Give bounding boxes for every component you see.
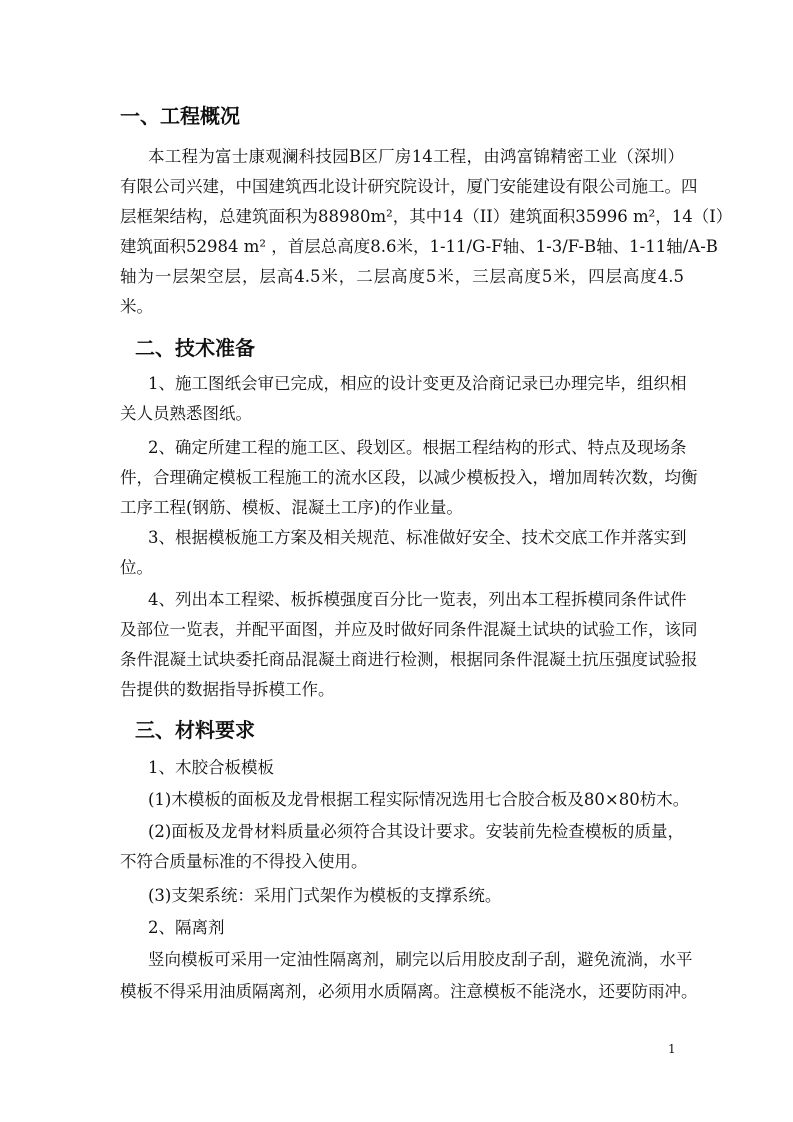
paragraph-line: 告提供的数据指导拆模工作。	[120, 680, 335, 699]
paragraph-line: 米。	[120, 297, 153, 316]
paragraph-line: (3)支架系统：采用门式架作为模板的支撑系统。	[148, 886, 502, 905]
paragraph-line: 有限公司兴建，中国建筑西北设计研究院设计，厦门安能建设有限公司施工。四	[120, 177, 698, 196]
paragraph-line: (2)面板及龙骨材料质量必须符合其设计要求。安装前先检查模板的质量，	[148, 822, 684, 841]
section-heading: 一、工程概况	[120, 104, 240, 128]
paragraph-line: 1、施工图纸会审已完成，相应的设计变更及洽商记录已办理完毕，组织相	[148, 374, 687, 393]
paragraph-line: 关人员熟悉图纸。	[120, 404, 252, 423]
paragraph-line: 建筑面积52984 m² ，首层总高度8.6米，1-11/G-F轴、1-3/F-B轴、1-11轴/A-B	[120, 237, 718, 256]
paragraph-line: (1)木模板的面板及龙骨根据工程实际情况选用七合胶合板及80×80枋木。	[148, 790, 690, 809]
paragraph-line: 工序工程(钢筋、模板、混凝土工序)的作业量。	[120, 498, 463, 517]
paragraph-line: 位。	[120, 558, 153, 577]
paragraph-line: 条件混凝土试块委托商品混凝土商进行检测，根据同条件混凝土抗压强度试验报	[120, 650, 698, 669]
section-heading: 二、技术准备	[135, 336, 255, 360]
paragraph-line: 模板不得采用油质隔离剂，必须用水质隔离。注意模板不能浇水，还要防雨冲。	[120, 982, 698, 1001]
paragraph-line: 4、列出本工程梁、板拆模强度百分比一览表，列出本工程拆模同条件试件	[148, 590, 687, 609]
paragraph-line: 3、根据模板施工方案及相关规范、标准做好安全、技术交底工作并落实到	[148, 528, 687, 547]
paragraph-line: 竖向模板可采用一定油性隔离剂，刷完以后用胶皮刮子刮，避免流淌，水平	[148, 950, 693, 969]
paragraph-line: 本工程为富士康观澜科技园B区厂房14工程，由鸿富锦精密工业（深圳）	[148, 147, 684, 166]
paragraph-line: 层框架结构，总建筑面积为88980m²，其中14（II）建筑面积35996 m²，14（I）	[120, 207, 733, 226]
paragraph-line: 及部位一览表，并配平面图，并应及时做好同条件混凝土试块的试验工作，该同	[120, 620, 698, 639]
page-number: 1	[668, 1042, 676, 1056]
paragraph-line: 不符合质量标准的不得投入使用。	[120, 852, 368, 871]
section-heading: 三、材料要求	[135, 718, 255, 742]
paragraph-line: 1、木胶合板模板	[148, 758, 274, 777]
paragraph-line: 轴为一层架空层，层高4.5米，二层高度5米，三层高度5米，四层高度4.5	[120, 267, 684, 286]
paragraph-line: 2、确定所建工程的施工区、段划区。根据工程结构的形式、特点及现场条	[148, 438, 687, 457]
paragraph-line: 2、隔离剂	[148, 918, 225, 937]
paragraph-line: 件，合理确定模板工程施工的流水区段，以减少模板投入，增加周转次数，均衡	[120, 468, 698, 487]
